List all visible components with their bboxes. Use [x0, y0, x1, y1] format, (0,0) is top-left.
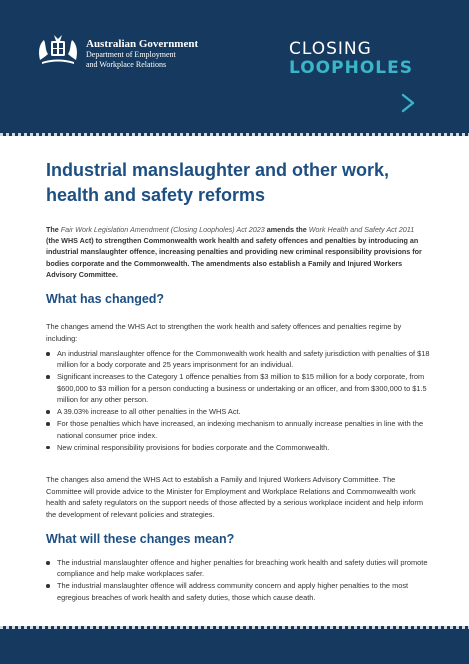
brand-line-2: LOOPHOLES	[289, 58, 413, 78]
department-line-2: and Workplace Relations	[86, 60, 167, 69]
coat-of-arms-logo	[36, 32, 80, 66]
intro-act-2: Work Health and Safety Act 2011	[308, 225, 415, 234]
chevron-right-icon	[398, 92, 420, 114]
list-item: An industrial manslaughter offence for the Commonwealth work health and safety jurisdiction with penalties of $18 million for a body corporate and 25 years imprisonment for an individual.	[46, 348, 432, 371]
brand-line-1: CLOSING	[289, 39, 372, 59]
section-heading-meaning: What will these changes mean?	[46, 532, 235, 546]
section1-bullet-list	[46, 348, 432, 454]
list-item: For those penalties which have increased, an indexing mechanism to annually increase penalties in line with the national consumer price index.	[46, 418, 432, 441]
department-line-1: Department of Employment	[86, 50, 176, 59]
campaign-brand	[289, 40, 413, 78]
intro-text-2: amends the	[264, 225, 309, 234]
list-item: Significant increases to the Category 1 offence penalties from $3 million to $15 million for a body corporate, from $600,000 to $3 million for a person conducting a business or undertaking or an officer, and from $300,000 to $1.5 million for any other person.	[46, 371, 432, 405]
section1-closing: The changes also amend the WHS Act to establish a Family and Injured Workers Advisory Committee. The Committee will provide advice to the Minister for Employment and Workplace Relations and Commonwealth work health and safety regulators on the support needs of those affected by a serious workplace incident and help inform the development of relevant policies and strategies.	[46, 475, 424, 519]
government-title: Australian Government	[86, 38, 199, 50]
section-heading-changed: What has changed?	[46, 292, 165, 306]
header-dashed-rule	[0, 133, 469, 136]
section1-lead: The changes amend the WHS Act to strengthen the work health and safety offences and penalties regime by including:	[46, 322, 402, 343]
government-wordmark	[86, 38, 198, 70]
intro-act-1: Fair Work Legislation Amendment (Closing Loopholes) Act 2023	[60, 225, 265, 234]
section2-bullet-list	[46, 557, 432, 604]
intro-text-1: The	[46, 225, 61, 234]
footer-band	[0, 626, 469, 664]
page-title: Industrial manslaughter and other work, health and safety reforms	[46, 160, 390, 205]
list-item: New criminal responsibility provisions for bodies corporate and the Commonwealth.	[46, 442, 432, 453]
footer-dashed-rule	[0, 626, 469, 629]
intro-text-3: (the WHS Act) to strengthen Commonwealth work health and safety offences and penalties by introducing an industrial manslaughter offence, increasing penalties and providing new criminal responsibility provisions for bodies corporate and the Commonwealth. The amendments also establish a Family and Injured Workers Advisory Committee.	[46, 236, 422, 279]
intro-paragraph	[46, 224, 428, 280]
list-item: The industrial manslaughter offence and higher penalties for breaching work health and safety duties will promote compliance and help make workplaces safer.	[46, 557, 432, 580]
list-item: The industrial manslaughter offence will address community concern and apply higher penalties to the most egregious breaches of work health and safety duties, those which cause death.	[46, 580, 432, 603]
list-item: A 39.03% increase to all other penalties in the WHS Act.	[46, 406, 432, 417]
